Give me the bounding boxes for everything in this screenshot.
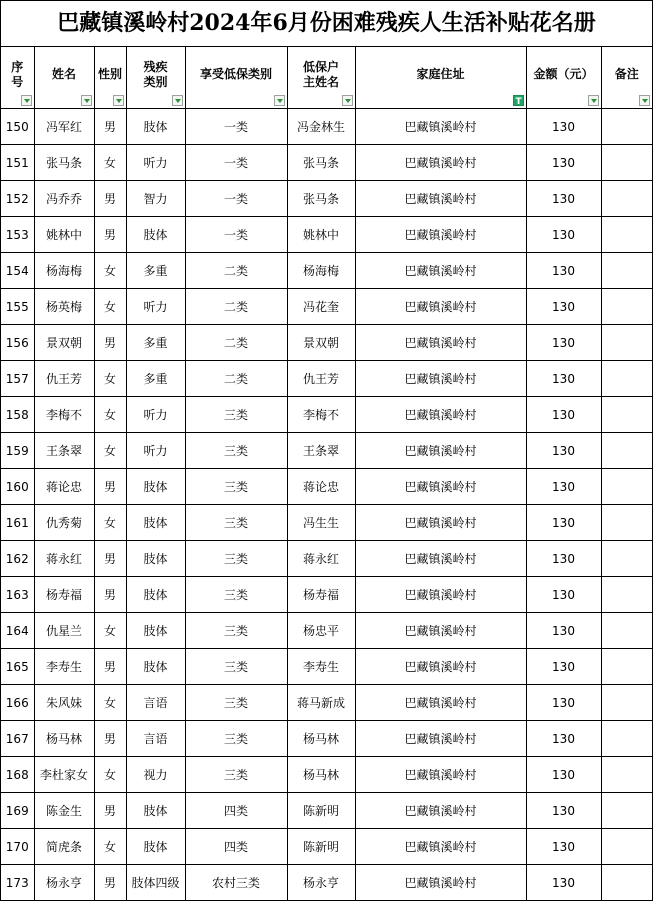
cell-dibao-category[interactable]: 二类 — [185, 361, 287, 397]
cell-gender[interactable]: 男 — [94, 217, 126, 253]
cell-amount[interactable]: 130 — [526, 181, 601, 217]
table-row — [1, 685, 652, 721]
cell-seq[interactable]: 170 — [1, 829, 34, 865]
cell-disability-type[interactable]: 肢体 — [126, 649, 185, 685]
header-label-line2: 主姓名 — [302, 74, 339, 89]
table-row — [1, 433, 652, 469]
cell-dibao-head[interactable]: 杨马林 — [287, 757, 355, 793]
cell-name[interactable]: 杨寿福 — [34, 577, 94, 613]
filter-dropdown-icon[interactable] — [81, 95, 92, 106]
table-row — [1, 613, 652, 649]
cell-address[interactable]: 巴藏镇溪岭村 — [355, 685, 526, 721]
table-row — [1, 829, 652, 865]
cell-dibao-category[interactable]: 一类 — [185, 217, 287, 253]
filter-dropdown-icon[interactable] — [588, 95, 599, 106]
cell-name[interactable]: 李杜家女 — [34, 757, 94, 793]
cell-name[interactable]: 蒋永红 — [34, 541, 94, 577]
cell-name[interactable]: 李梅不 — [34, 397, 94, 433]
cell-amount[interactable]: 130 — [526, 577, 601, 613]
header-remarks — [601, 47, 652, 109]
header-gender — [94, 47, 126, 109]
cell-dibao-head[interactable]: 陈新明 — [287, 793, 355, 829]
cell-seq[interactable]: 153 — [1, 217, 34, 253]
cell-gender[interactable]: 女 — [94, 145, 126, 181]
cell-dibao-head[interactable]: 王条翠 — [287, 433, 355, 469]
header-dibao-head — [287, 47, 355, 109]
cell-name[interactable]: 朱风妹 — [34, 685, 94, 721]
cell-disability-type[interactable]: 视力 — [126, 757, 185, 793]
cell-name[interactable]: 杨海梅 — [34, 253, 94, 289]
header-label — [527, 67, 601, 88]
cell-dibao-category[interactable]: 三类 — [185, 649, 287, 685]
cell-address[interactable]: 巴藏镇溪岭村 — [355, 361, 526, 397]
header-label — [35, 67, 94, 88]
cell-address[interactable]: 巴藏镇溪岭村 — [355, 721, 526, 757]
cell-address[interactable]: 巴藏镇溪岭村 — [355, 829, 526, 865]
cell-seq[interactable]: 156 — [1, 325, 34, 361]
cell-seq[interactable]: 173 — [1, 865, 34, 901]
cell-name[interactable]: 简虎条 — [34, 829, 94, 865]
cell-address[interactable]: 巴藏镇溪岭村 — [355, 253, 526, 289]
cell-remarks[interactable] — [601, 865, 652, 901]
cell-name[interactable]: 陈金生 — [34, 793, 94, 829]
cell-disability-type[interactable]: 听力 — [126, 289, 185, 325]
header-label-line1: 备注 — [614, 67, 639, 81]
cell-dibao-head[interactable]: 仇王芳 — [287, 361, 355, 397]
cell-dibao-category[interactable]: 三类 — [185, 721, 287, 757]
cell-dibao-category[interactable]: 三类 — [185, 757, 287, 793]
cell-name[interactable]: 杨马林 — [34, 721, 94, 757]
table-row — [1, 397, 652, 433]
cell-dibao-category[interactable]: 三类 — [185, 541, 287, 577]
cell-amount[interactable]: 130 — [526, 865, 601, 901]
cell-name[interactable]: 仇秀菊 — [34, 505, 94, 541]
cell-disability-type[interactable]: 肢体 — [126, 793, 185, 829]
cell-seq[interactable]: 157 — [1, 361, 34, 397]
cell-amount[interactable]: 130 — [526, 217, 601, 253]
cell-name[interactable]: 蒋论忠 — [34, 469, 94, 505]
filter-dropdown-icon[interactable] — [274, 95, 285, 106]
cell-seq[interactable]: 162 — [1, 541, 34, 577]
cell-dibao-head[interactable]: 景双朝 — [287, 325, 355, 361]
cell-disability-type[interactable]: 言语 — [126, 685, 185, 721]
cell-dibao-category[interactable]: 三类 — [185, 613, 287, 649]
cell-address[interactable]: 巴藏镇溪岭村 — [355, 109, 526, 145]
header-label-line1: 序 — [11, 59, 24, 74]
cell-seq[interactable]: 159 — [1, 433, 34, 469]
cell-dibao-head[interactable]: 杨永亨 — [287, 865, 355, 901]
cell-address[interactable]: 巴藏镇溪岭村 — [355, 865, 526, 901]
filter-dropdown-icon[interactable] — [21, 95, 32, 106]
table-row — [1, 541, 652, 577]
cell-disability-type[interactable]: 言语 — [126, 721, 185, 757]
cell-remarks[interactable] — [601, 109, 652, 145]
cell-amount[interactable]: 130 — [526, 361, 601, 397]
cell-address[interactable]: 巴藏镇溪岭村 — [355, 577, 526, 613]
cell-dibao-category[interactable]: 农村三类 — [185, 865, 287, 901]
cell-gender[interactable]: 女 — [94, 397, 126, 433]
cell-disability-type[interactable]: 肢体 — [126, 613, 185, 649]
cell-address[interactable]: 巴藏镇溪岭村 — [355, 757, 526, 793]
sheet-title: 巴藏镇溪岭村2024年6月份困难残疾人生活补贴花名册 — [1, 1, 652, 47]
cell-dibao-head[interactable]: 李梅不 — [287, 397, 355, 433]
cell-name[interactable]: 姚林中 — [34, 217, 94, 253]
cell-dibao-category[interactable]: 二类 — [185, 325, 287, 361]
table-row — [1, 253, 652, 289]
cell-amount[interactable]: 130 — [526, 757, 601, 793]
table-row — [1, 577, 652, 613]
cell-gender[interactable]: 女 — [94, 757, 126, 793]
cell-seq[interactable]: 163 — [1, 577, 34, 613]
cell-dibao-head[interactable]: 杨海梅 — [287, 253, 355, 289]
cell-dibao-head[interactable]: 蒋永红 — [287, 541, 355, 577]
header-label — [186, 67, 287, 88]
cell-dibao-category[interactable]: 三类 — [185, 685, 287, 721]
table-row — [1, 361, 652, 397]
cell-remarks[interactable] — [601, 685, 652, 721]
cell-address[interactable]: 巴藏镇溪岭村 — [355, 541, 526, 577]
filter-dropdown-icon[interactable] — [639, 95, 650, 106]
cell-amount[interactable]: 130 — [526, 397, 601, 433]
roster-table — [1, 47, 652, 901]
cell-dibao-head[interactable]: 蒋马新成 — [287, 685, 355, 721]
cell-disability-type[interactable]: 多重 — [126, 253, 185, 289]
cell-remarks[interactable] — [601, 397, 652, 433]
cell-amount[interactable]: 130 — [526, 613, 601, 649]
cell-address[interactable]: 巴藏镇溪岭村 — [355, 289, 526, 325]
header-label-line1: 低保户 — [302, 59, 339, 74]
filter-dropdown-icon[interactable] — [342, 95, 353, 106]
cell-disability-type[interactable]: 肢体 — [126, 541, 185, 577]
cell-remarks[interactable] — [601, 793, 652, 829]
cell-seq[interactable]: 155 — [1, 289, 34, 325]
header-label-line1: 金额（元） — [533, 67, 594, 81]
cell-amount[interactable]: 130 — [526, 253, 601, 289]
cell-gender[interactable]: 女 — [94, 433, 126, 469]
cell-address[interactable]: 巴藏镇溪岭村 — [355, 325, 526, 361]
cell-name[interactable]: 景双朝 — [34, 325, 94, 361]
cell-seq[interactable]: 169 — [1, 793, 34, 829]
cell-dibao-head[interactable]: 陈新明 — [287, 829, 355, 865]
cell-remarks[interactable] — [601, 433, 652, 469]
cell-remarks[interactable] — [601, 505, 652, 541]
cell-disability-type[interactable]: 多重 — [126, 361, 185, 397]
cell-amount[interactable]: 130 — [526, 289, 601, 325]
cell-gender[interactable]: 男 — [94, 541, 126, 577]
cell-dibao-head[interactable]: 李寿生 — [287, 649, 355, 685]
cell-disability-type[interactable]: 听力 — [126, 397, 185, 433]
cell-remarks[interactable] — [601, 757, 652, 793]
cell-amount[interactable]: 130 — [526, 721, 601, 757]
cell-gender[interactable]: 女 — [94, 505, 126, 541]
header-label-line1: 姓名 — [51, 67, 76, 81]
cell-dibao-head[interactable]: 蒋论忠 — [287, 469, 355, 505]
cell-name[interactable]: 杨永亨 — [34, 865, 94, 901]
cell-seq[interactable]: 167 — [1, 721, 34, 757]
table-row — [1, 217, 652, 253]
table-body — [1, 109, 652, 901]
cell-dibao-head[interactable]: 杨寿福 — [287, 577, 355, 613]
cell-disability-type[interactable]: 肢体 — [126, 577, 185, 613]
cell-gender[interactable]: 男 — [94, 793, 126, 829]
cell-address[interactable]: 巴藏镇溪岭村 — [355, 433, 526, 469]
cell-dibao-head[interactable]: 张马条 — [287, 145, 355, 181]
cell-dibao-head[interactable]: 冯生生 — [287, 505, 355, 541]
cell-address[interactable]: 巴藏镇溪岭村 — [355, 505, 526, 541]
cell-dibao-head[interactable]: 杨忠平 — [287, 613, 355, 649]
cell-remarks[interactable] — [601, 181, 652, 217]
cell-seq[interactable]: 165 — [1, 649, 34, 685]
table-row — [1, 109, 652, 145]
cell-dibao-category[interactable]: 四类 — [185, 829, 287, 865]
table-row — [1, 469, 652, 505]
header-dibao-category — [185, 47, 287, 109]
cell-disability-type[interactable]: 肢体 — [126, 829, 185, 865]
cell-disability-type[interactable]: 肢体四级 — [126, 865, 185, 901]
cell-address[interactable]: 巴藏镇溪岭村 — [355, 181, 526, 217]
cell-address[interactable]: 巴藏镇溪岭村 — [355, 649, 526, 685]
cell-dibao-category[interactable]: 三类 — [185, 577, 287, 613]
cell-amount[interactable]: 130 — [526, 649, 601, 685]
cell-remarks[interactable] — [601, 649, 652, 685]
cell-seq[interactable]: 154 — [1, 253, 34, 289]
filter-dropdown-icon[interactable] — [113, 95, 124, 106]
cell-name[interactable]: 王条翠 — [34, 433, 94, 469]
cell-amount[interactable]: 130 — [526, 145, 601, 181]
header-row — [1, 47, 652, 109]
cell-gender[interactable]: 女 — [94, 829, 126, 865]
cell-disability-type[interactable]: 听力 — [126, 145, 185, 181]
cell-amount[interactable]: 130 — [526, 685, 601, 721]
cell-seq[interactable]: 151 — [1, 145, 34, 181]
cell-name[interactable]: 杨英梅 — [34, 289, 94, 325]
cell-remarks[interactable] — [601, 361, 652, 397]
cell-address[interactable]: 巴藏镇溪岭村 — [355, 217, 526, 253]
header-label-line1: 享受低保类别 — [199, 67, 272, 81]
cell-dibao-category[interactable]: 一类 — [185, 145, 287, 181]
cell-amount[interactable]: 130 — [526, 469, 601, 505]
header-label-line1: 残疾 — [143, 59, 168, 74]
header-label — [602, 67, 653, 88]
table-row — [1, 649, 652, 685]
cell-gender[interactable]: 女 — [94, 361, 126, 397]
header-label-line2: 类别 — [143, 74, 168, 89]
cell-address[interactable]: 巴藏镇溪岭村 — [355, 793, 526, 829]
cell-disability-type[interactable]: 肢体 — [126, 109, 185, 145]
cell-name[interactable]: 张马条 — [34, 145, 94, 181]
cell-disability-type[interactable]: 听力 — [126, 433, 185, 469]
table-row — [1, 793, 652, 829]
cell-amount[interactable]: 130 — [526, 541, 601, 577]
header-address — [355, 47, 526, 109]
cell-dibao-head[interactable]: 姚林中 — [287, 217, 355, 253]
cell-gender[interactable]: 女 — [94, 613, 126, 649]
cell-remarks[interactable] — [601, 217, 652, 253]
cell-address[interactable]: 巴藏镇溪岭村 — [355, 613, 526, 649]
cell-remarks[interactable] — [601, 613, 652, 649]
cell-gender[interactable]: 男 — [94, 325, 126, 361]
table-row — [1, 181, 652, 217]
cell-dibao-category[interactable]: 三类 — [185, 433, 287, 469]
cell-amount[interactable]: 130 — [526, 109, 601, 145]
cell-seq[interactable]: 150 — [1, 109, 34, 145]
cell-gender[interactable]: 男 — [94, 649, 126, 685]
cell-name[interactable]: 李寿生 — [34, 649, 94, 685]
cell-dibao-head[interactable]: 冯花奎 — [287, 289, 355, 325]
cell-amount[interactable]: 130 — [526, 505, 601, 541]
cell-name[interactable]: 仇王芳 — [34, 361, 94, 397]
cell-dibao-category[interactable]: 三类 — [185, 505, 287, 541]
cell-amount[interactable]: 130 — [526, 433, 601, 469]
cell-seq[interactable]: 164 — [1, 613, 34, 649]
cell-dibao-category[interactable]: 三类 — [185, 469, 287, 505]
cell-gender[interactable]: 男 — [94, 109, 126, 145]
header-label — [288, 60, 355, 96]
cell-remarks[interactable] — [601, 541, 652, 577]
cell-gender[interactable]: 男 — [94, 721, 126, 757]
cell-remarks[interactable] — [601, 577, 652, 613]
cell-name[interactable]: 冯乔乔 — [34, 181, 94, 217]
cell-amount[interactable]: 130 — [526, 829, 601, 865]
cell-seq[interactable]: 161 — [1, 505, 34, 541]
table-row — [1, 721, 652, 757]
cell-address[interactable]: 巴藏镇溪岭村 — [355, 397, 526, 433]
table-row — [1, 145, 652, 181]
header-label-line1: 家庭住址 — [416, 67, 465, 81]
cell-gender[interactable]: 男 — [94, 181, 126, 217]
cell-disability-type[interactable]: 多重 — [126, 325, 185, 361]
cell-dibao-category[interactable]: 二类 — [185, 289, 287, 325]
header-label — [127, 60, 185, 96]
cell-address[interactable]: 巴藏镇溪岭村 — [355, 469, 526, 505]
cell-remarks[interactable] — [601, 253, 652, 289]
header-amount — [526, 47, 601, 109]
cell-name[interactable]: 仇星兰 — [34, 613, 94, 649]
cell-dibao-category[interactable]: 一类 — [185, 181, 287, 217]
table-row — [1, 289, 652, 325]
cell-dibao-category[interactable]: 二类 — [185, 253, 287, 289]
header-label — [95, 67, 126, 88]
header-label — [356, 67, 526, 88]
header-label-line1: 性别 — [97, 67, 122, 81]
cell-gender[interactable]: 女 — [94, 253, 126, 289]
cell-dibao-category[interactable]: 一类 — [185, 109, 287, 145]
cell-address[interactable]: 巴藏镇溪岭村 — [355, 145, 526, 181]
cell-amount[interactable]: 130 — [526, 325, 601, 361]
cell-disability-type[interactable]: 肢体 — [126, 469, 185, 505]
cell-seq[interactable]: 168 — [1, 757, 34, 793]
cell-seq[interactable]: 166 — [1, 685, 34, 721]
cell-seq[interactable]: 152 — [1, 181, 34, 217]
header-name — [34, 47, 94, 109]
cell-disability-type[interactable]: 肢体 — [126, 505, 185, 541]
cell-amount[interactable]: 130 — [526, 793, 601, 829]
cell-remarks[interactable] — [601, 325, 652, 361]
header-label-line2: 号 — [11, 74, 24, 89]
cell-seq[interactable]: 160 — [1, 469, 34, 505]
cell-dibao-head[interactable]: 冯金林生 — [287, 109, 355, 145]
cell-remarks[interactable] — [601, 829, 652, 865]
cell-dibao-head[interactable]: 杨马林 — [287, 721, 355, 757]
cell-gender[interactable]: 女 — [94, 289, 126, 325]
cell-gender[interactable]: 男 — [94, 577, 126, 613]
cell-disability-type[interactable]: 智力 — [126, 181, 185, 217]
filter-active-icon[interactable] — [513, 95, 524, 106]
cell-gender[interactable]: 男 — [94, 469, 126, 505]
cell-remarks[interactable] — [601, 721, 652, 757]
cell-gender[interactable]: 男 — [94, 865, 126, 901]
cell-seq[interactable]: 158 — [1, 397, 34, 433]
cell-dibao-head[interactable]: 张马条 — [287, 181, 355, 217]
header-label — [1, 60, 34, 96]
header-seq — [1, 47, 34, 109]
cell-name[interactable]: 冯军红 — [34, 109, 94, 145]
header-disability-type — [126, 47, 185, 109]
cell-dibao-category[interactable]: 三类 — [185, 397, 287, 433]
cell-disability-type[interactable]: 肢体 — [126, 217, 185, 253]
cell-dibao-category[interactable]: 四类 — [185, 793, 287, 829]
table-row — [1, 757, 652, 793]
cell-remarks[interactable] — [601, 145, 652, 181]
cell-remarks[interactable] — [601, 469, 652, 505]
table-row — [1, 865, 652, 901]
table-row — [1, 505, 652, 541]
table-row — [1, 325, 652, 361]
filter-dropdown-icon[interactable] — [172, 95, 183, 106]
cell-remarks[interactable] — [601, 289, 652, 325]
cell-gender[interactable]: 女 — [94, 685, 126, 721]
